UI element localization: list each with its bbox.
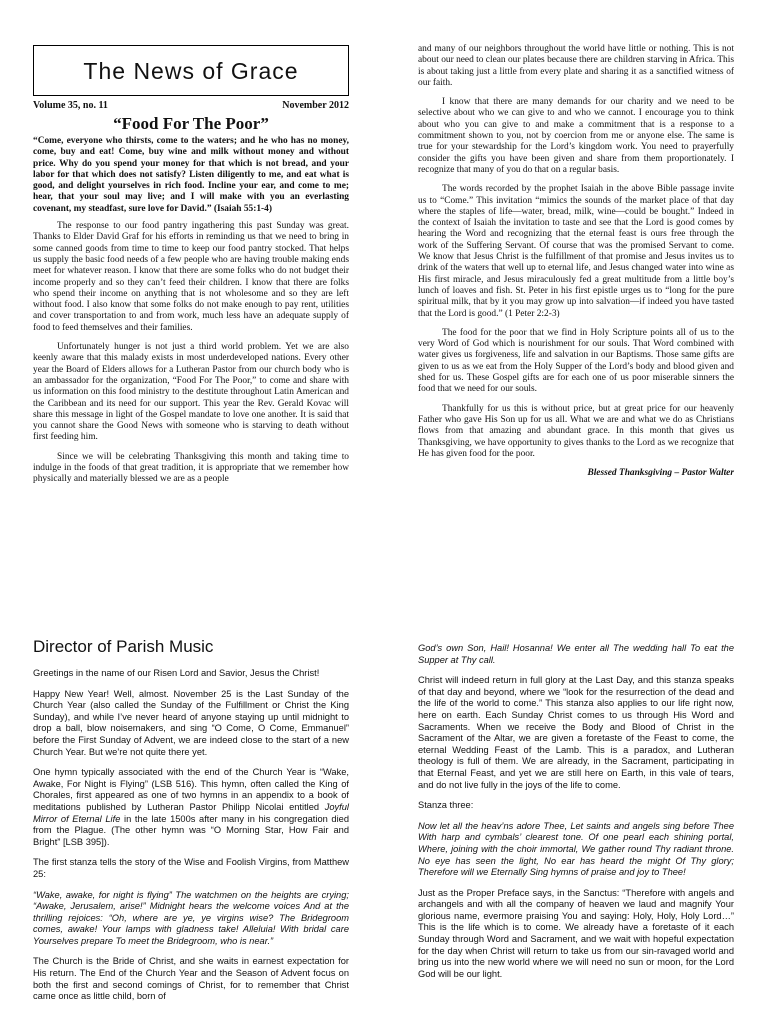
newsletter-masthead: The News of Grace bbox=[33, 45, 349, 96]
article-title-food-for-the-poor: “Food For The Poor” bbox=[113, 114, 269, 133]
paragraph: Just as the Proper Preface says, in the Sanctus: “Therefore with angels and archangels and with all the company of heaven we laud and magnify Your glorious name, evermore praising You and saying: Holy, Holy, Holy Lord…” This is the life which is to come. We already have a foretaste of it each Sunday through Word and Sacrament, and we wait with hopeful expectation for the day when Christ will return to take us from our sin-ravaged world and bring us into the new world where we will need no sun or moon, for the Lord God will be our light. bbox=[418, 887, 734, 979]
paragraph: The response to our food pantry ingathering this past Sunday was great. Thanks to Elder David Graf for his efforts in reminding us that we need to bring in some canned goods from time to time to keep our food pantry stocked. That helps us supply the basic food needs of a few people who are having trouble making ends meet for whatever reason. I know that there are some folks who do not budget their income properly and so they can’t feed their children. I know that there are folks who spend their income on anything that is not wholesome and so they are left without food. I also know that some folks do not make enough to pay rent, utilities and cover transportation to and from work, much less have an adequate supply of food to feed themselves and their families. bbox=[33, 221, 349, 333]
article1-left-column bbox=[33, 136, 349, 494]
text-run: in the late 1500s after many in his congregation died from the Plague. (The other hymn was “O Morning Star, How Fair and Bright” [LSB 395]). bbox=[33, 813, 349, 847]
paragraph: I know that there are many demands for our charity and we need to be selective about who we can give to and who we cannot. I encourage you to think about who you can give to and make a commitment that is a response to a commitment shown to you, not by coercion from me or anyone else. The same is true for your stewardship for the Lord’s kingdom work. You need to prayerfully consider the gifts you have been given and share from them proportionately. I recognize that many of you do that on a regular basis. bbox=[418, 97, 734, 175]
article2-right-column bbox=[418, 643, 734, 989]
paragraph: Happy New Year! Well, almost. November 25 is the Last Sunday of the Church Year (also called the Sunday of the Fulfillment or Christ the King Sunday), and while I’ve never heard of anyone staying up until midnight to drop a ball, blow noisemakers, and sing “O Come, O Come, Emmanuel” before the First Sunday of Advent, we are indeed close to the start of a new Church Year. But we’re not quite there yet. bbox=[33, 688, 349, 757]
article2-left-column bbox=[33, 668, 349, 1012]
text-run: One hymn typically associated with the end of the Church Year is “Wake, Awake, For Night is Flying” (LSB 516). This hymn, often called the King of Chorales, first appeared as one of two hymns in an appendix to a book of meditations published by Lutheran Pastor Philipp Nicolai entitled bbox=[33, 767, 349, 812]
paragraph: Greetings in the name of our Risen Lord and Savior, Jesus the Christ! bbox=[33, 668, 320, 678]
hymn-stanza-three: Now let all the heav’ns adore Thee, Let saints and angels sing before Thee With harp and cymbals’ clearest tone. Of one pearl each shining portal, Where, joining with the choir immortal, We gather round Thy radiant throne. No eye has seen the light, No ear has heard the might Of Thy glory; Therefore will we Eternally Sing hymns of praise and joy to Thee! bbox=[418, 820, 734, 878]
volume-number: Volume 35, no. 11 bbox=[33, 100, 108, 111]
paragraph: Christ will indeed return in full glory at the Last Day, and this stanza speaks of that day and beyond, where we “look for the resurrection of the dead and the life of the world to come.” This stanza also applies to our life right now, here on earth. Each Sunday Christ comes to us through His Word and Sacraments. When we receive the Body and Blood of Christ in the Sacrament of the Altar, we are given a foretaste of the Feast to come, the eternal Wedding Feast of the Lamb. This is a paradox, and Lutheran theology is full of them. We are already, in the Sacrament, participating in that Eternal Feast, and yet we are still here on Earth, in this vale of tears, and do not live fully in the joys of the life to come. bbox=[418, 675, 734, 790]
hymn-stanza-continued: God’s own Son, Hail! Hosanna! We enter all The wedding hall To eat the Supper at Thy call. bbox=[418, 643, 734, 665]
paragraph: Stanza three: bbox=[418, 800, 474, 811]
paragraph: The words recorded by the prophet Isaiah in the above Bible passage invite us to “Come.” This invitation “mimics the sounds of the market place of that day where the staples of life—water, bread, milk, wine—could be bought.” Indeed in the context of Isaiah the invitation to taste and see that the Lord is good comes by hearing the Word and recognizing that the eternal feast is ours free through the work of the Suffering Servant. Of course that was the promised Servant to come. We know that Jesus Christ is the fulfillment of that promise and Jesus invites us to drink of the waters that well up to eternal life, and Jesus changed water into wine as His first miracle, and Jesus miraculously fed a great multitude from a little boy’s lunch of loaves and fish. St. Peter in his first epistle urges us to “long for the pure spiritual milk, that by it you may grow up into salvation—if indeed you have tasted that the Lord is good.” (1 Peter 2:2-3) bbox=[418, 184, 734, 319]
pastor-signature: Blessed Thanksgiving – Pastor Walter bbox=[587, 468, 734, 479]
paragraph: and many of our neighbors throughout the world have little or nothing. This is not about our need to clean our plates because there are children starving in Africa. This is about taking just a little from every plate and sharing it as a sanctified witness of our faith. bbox=[418, 44, 734, 88]
article1-right-column bbox=[418, 44, 734, 487]
paragraph: The first stanza tells the story of the Wise and Foolish Virgins, from Matthew 25: bbox=[33, 857, 349, 879]
paragraph: Thankfully for us this is without price, but at great price for our heavenly Father who gave His Son up for us all. What we are and what we do as Christians flows from that amazing and abundant grace. In this month that gives us Thanksgiving, we have opportunity to gives thanks to the Lord as we recognize that He has given food for the poor. bbox=[418, 403, 734, 459]
book-title: Joyful Mirror of Eternal Life bbox=[33, 801, 349, 824]
paragraph: Since we will be celebrating Thanksgiving this month and taking time to indulge in the foods of that great tradition, it is appropriate that we remember how physically and materially blessed we are as a people bbox=[33, 451, 349, 485]
issue-date: November 2012 bbox=[282, 100, 349, 111]
paragraph: Unfortunately hunger is not just a third world problem. Yet we are also keenly aware that this malady exists in most underdeveloped nations. Every other year the Board of Elders allows for a Lutheran Pastor from our church body who is an ambassador for the organization, “Food For The Poor,” to come and share with us information on this food ministry to the destitute throughout Latin American and the Caribbean and its need for our support. This year the Rev. Gerald Kovac will share this message in light of the Gospel mandate to love one another. It is said that you cannot share the Good News with someone who is starving to death without first feeding him. bbox=[33, 342, 349, 443]
section-title-director-of-parish-music: Director of Parish Music bbox=[33, 637, 214, 656]
paragraph: The food for the poor that we find in Holy Scripture points all of us to the very Word of God which is nourishment for our souls. That Word combined with water gives us forgiveness, life and salvation in our Baptisms. Those same gifts are given to us as we eat from the Holy Supper of the Lord’s body and blood given and shed for us. These Gospel gifts are for each one of us poor miserable sinners the food that we need for our souls. bbox=[418, 327, 734, 395]
paragraph bbox=[33, 767, 349, 848]
issue-line bbox=[33, 100, 349, 111]
paragraph: The Church is the Bride of Christ, and she waits in earnest expectation for His return. The End of the Church Year and the Season of Advent focus on both the first and second comings of Christ, for to remember that Christ came once as little child, born of bbox=[33, 956, 349, 1002]
scripture-quote: “Come, everyone who thirsts, come to the waters; and he who has no money, come, buy and eat! Come, buy wine and milk without money and without price. Why do you spend your money for that which is not bread, and your labor for that which does not satisfy? Listen diligently to me, and eat what is good, and delight yourselves in rich food. Incline your ear, and come to me; hear, that your soul may live; and I will make with you an everlasting covenant, my steadfast, sure love for David.” (Isaiah 55:1-4) bbox=[33, 136, 349, 214]
hymn-stanza-one: “Wake, awake, for night is flying” The watchmen on the heights are crying; “Awake, Jerusalem, arise!” Midnight hears the welcome voices And at the thrilling rejoices: “Oh, where are ye, ye virgins wise? The Bridegroom comes, awake! Your lamps with gladness take! Alleluia! With bridal care Yourselves prepare To meet the Bridegroom, who is near.” bbox=[33, 889, 349, 946]
